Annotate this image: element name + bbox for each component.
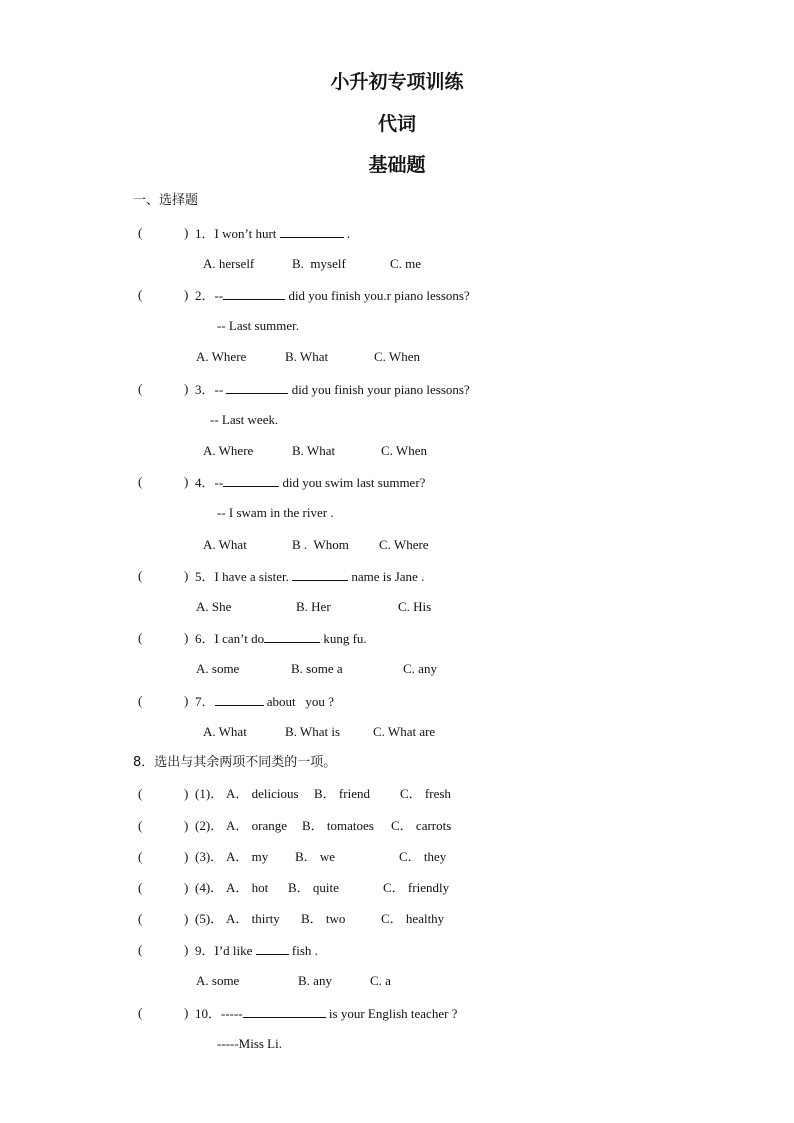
option-a: A． thirty bbox=[226, 911, 280, 926]
paren-open: ( bbox=[138, 225, 143, 240]
question-9 bbox=[195, 942, 318, 959]
option-c: C． healthy bbox=[381, 911, 445, 926]
question-number: 4． bbox=[195, 475, 215, 490]
paren-close: ) bbox=[184, 1005, 189, 1020]
option-c: C. any bbox=[403, 661, 437, 676]
question-text: did you finish your piano lessons? bbox=[288, 382, 470, 397]
answer-blank[interactable] bbox=[280, 225, 344, 238]
question-10 bbox=[195, 1005, 457, 1022]
option-a: A. What bbox=[203, 724, 247, 739]
question-text: kung fu. bbox=[320, 631, 367, 646]
difficulty-level: 基础题 bbox=[368, 154, 426, 176]
paren-close: ) bbox=[184, 474, 189, 489]
paren-close: ) bbox=[184, 880, 189, 895]
paren-close: ) bbox=[184, 911, 189, 926]
option-b: B． quite bbox=[288, 880, 339, 895]
paren-open: ( bbox=[138, 849, 143, 864]
option-a: A. Where bbox=[203, 443, 254, 458]
reply-text: -- Last week. bbox=[210, 412, 279, 427]
question-text: I have a sister. bbox=[214, 569, 293, 584]
question-number: 1． bbox=[195, 226, 215, 241]
sub-question-number: (1)． bbox=[195, 786, 224, 801]
question-text: . bbox=[343, 226, 351, 241]
paren-close: ) bbox=[184, 287, 189, 302]
question-text: about you ? bbox=[263, 694, 334, 709]
paren-close: ) bbox=[184, 942, 189, 957]
question-text: -- bbox=[214, 382, 227, 397]
question-number: 7． bbox=[195, 694, 215, 709]
paren-open: ( bbox=[138, 287, 143, 302]
paren-close: ) bbox=[184, 381, 189, 396]
question-4 bbox=[195, 474, 425, 491]
option-c: C. What are bbox=[373, 724, 436, 739]
question-3 bbox=[195, 381, 470, 398]
answer-blank[interactable] bbox=[292, 568, 348, 581]
option-a: A. some bbox=[196, 973, 240, 988]
question-text: I can’t do bbox=[214, 631, 265, 646]
question-number: 3． bbox=[195, 382, 215, 397]
paren-close: ) bbox=[184, 568, 189, 583]
answer-blank[interactable] bbox=[223, 287, 285, 300]
page-title: 小升初专项训练 bbox=[330, 71, 464, 93]
question-text: did you swim last summer? bbox=[279, 475, 426, 490]
question-text: is your English teacher ? bbox=[325, 1006, 458, 1021]
option-b: B． tomatoes bbox=[302, 818, 374, 833]
paren-open: ( bbox=[138, 942, 143, 957]
option-b: B． two bbox=[301, 911, 346, 926]
paren-close: ) bbox=[184, 225, 189, 240]
sub-question-number: (5)． bbox=[195, 911, 224, 926]
paren-open: ( bbox=[138, 786, 143, 801]
question-5 bbox=[195, 568, 424, 585]
question-2 bbox=[195, 287, 470, 304]
option-b: B. Her bbox=[296, 599, 331, 614]
question-text: ----- bbox=[221, 1006, 243, 1021]
option-a: A． orange bbox=[226, 818, 288, 833]
option-a: A. Where bbox=[196, 349, 247, 364]
option-b: B. some a bbox=[291, 661, 343, 676]
paren-open: ( bbox=[138, 693, 143, 708]
question-number: 2． bbox=[195, 288, 215, 303]
reply-text: -- Last summer. bbox=[217, 318, 299, 333]
option-a: A． delicious bbox=[226, 786, 299, 801]
section-heading: 一、选择题 bbox=[133, 193, 199, 208]
option-b: B． friend bbox=[314, 786, 370, 801]
question-1 bbox=[195, 225, 350, 242]
option-c: C． fresh bbox=[400, 786, 451, 801]
answer-blank[interactable] bbox=[223, 474, 279, 487]
paren-close: ) bbox=[184, 693, 189, 708]
paren-open: ( bbox=[138, 630, 143, 645]
page-subtitle: 代词 bbox=[377, 113, 416, 135]
paren-open: ( bbox=[138, 474, 143, 489]
question-text: -- bbox=[214, 475, 224, 490]
sub-question-number: (3)． bbox=[195, 849, 224, 864]
reply-text: -----Miss Li. bbox=[217, 1036, 282, 1051]
answer-blank[interactable] bbox=[243, 1005, 326, 1018]
sub-question-number: (4)． bbox=[195, 880, 224, 895]
paren-open: ( bbox=[138, 880, 143, 895]
option-a: A. She bbox=[196, 599, 232, 614]
option-a: A. What bbox=[203, 537, 247, 552]
option-a: A． my bbox=[226, 849, 269, 864]
option-c: C. a bbox=[370, 973, 391, 988]
option-b: B. myself bbox=[292, 256, 346, 271]
paren-open: ( bbox=[138, 381, 143, 396]
question-7 bbox=[195, 693, 334, 710]
option-b: B. What bbox=[292, 443, 336, 458]
sub-question-number: (2)． bbox=[195, 818, 224, 833]
question-number: 5． bbox=[195, 569, 215, 584]
paren-close: ) bbox=[184, 818, 189, 833]
answer-blank[interactable] bbox=[215, 693, 264, 706]
option-c: C. me bbox=[390, 256, 422, 271]
option-c: C． friendly bbox=[383, 880, 450, 895]
question-number: 9． bbox=[195, 943, 215, 958]
option-c: C. His bbox=[398, 599, 432, 614]
option-c: C. When bbox=[381, 443, 427, 458]
answer-blank[interactable] bbox=[264, 630, 320, 643]
question-text: name is Jane . bbox=[348, 569, 425, 584]
option-b: B. What bbox=[285, 349, 329, 364]
question-8-heading: 8．选出与其余两项不同类的一项。 bbox=[133, 755, 337, 770]
paren-open: ( bbox=[138, 1005, 143, 1020]
option-c: C． they bbox=[399, 849, 447, 864]
option-c: C． carrots bbox=[391, 818, 452, 833]
question-text: I won’t hurt bbox=[214, 226, 280, 241]
paren-open: ( bbox=[138, 911, 143, 926]
question-text: did you finish you.r piano lessons? bbox=[285, 288, 470, 303]
paren-close: ) bbox=[184, 630, 189, 645]
option-a: A． hot bbox=[226, 880, 269, 895]
option-a: A. herself bbox=[203, 256, 255, 271]
option-b: B. any bbox=[298, 973, 332, 988]
question-text: fish . bbox=[288, 943, 318, 958]
question-text: -- bbox=[214, 288, 224, 303]
option-a: A. some bbox=[196, 661, 240, 676]
option-b: B . Whom bbox=[292, 537, 349, 552]
option-b: B. What is bbox=[285, 724, 341, 739]
paren-close: ) bbox=[184, 849, 189, 864]
option-c: C. Where bbox=[379, 537, 429, 552]
answer-blank[interactable] bbox=[226, 381, 288, 394]
question-number: 10． bbox=[195, 1006, 222, 1021]
paren-open: ( bbox=[138, 568, 143, 583]
paren-close: ) bbox=[184, 786, 189, 801]
option-b: B． we bbox=[295, 849, 336, 864]
reply-text: -- I swam in the river . bbox=[217, 505, 334, 520]
question-text: I’d like bbox=[214, 943, 256, 958]
paren-open: ( bbox=[138, 818, 143, 833]
option-c: C. When bbox=[374, 349, 420, 364]
question-number: 6． bbox=[195, 631, 215, 646]
answer-blank[interactable] bbox=[256, 942, 289, 955]
question-6 bbox=[195, 630, 367, 647]
